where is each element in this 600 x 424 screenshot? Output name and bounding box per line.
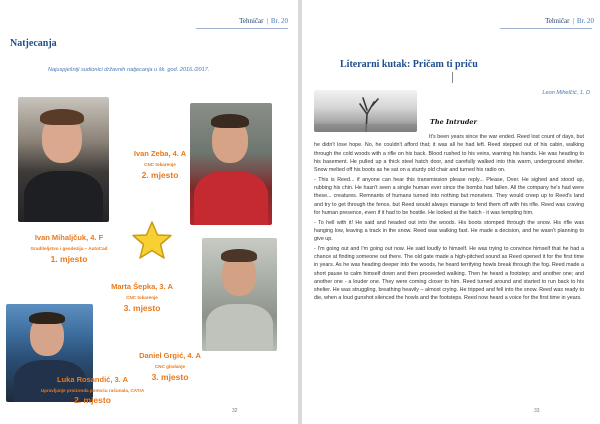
caption-daniel-grgic xyxy=(130,352,210,383)
winner-place: 1. mjesto xyxy=(50,253,88,264)
winner-name: Luka Rosandić, 3. A xyxy=(57,375,128,384)
winner-name: Ivan Mihaljčuk, 4. F xyxy=(34,233,104,242)
page-header: Tehničar | Br. 20 xyxy=(545,17,594,25)
winner-place: 3. mjesto xyxy=(151,371,189,382)
winner-discipline: CNC tokarenje xyxy=(144,161,176,167)
issue-number: Br. 20 xyxy=(576,17,594,25)
winner-name: Daniel Grgić, 4. A xyxy=(139,351,201,360)
winner-discipline: Upravljanje proizvoda pomoću računala, CATIA xyxy=(40,387,145,393)
story-title: The Intruder xyxy=(430,118,477,126)
magazine-name: Tehničar xyxy=(239,17,264,25)
page-number: 33 xyxy=(534,408,540,414)
story-body xyxy=(314,133,584,304)
page-header: Tehničar | Br. 20 xyxy=(239,17,288,25)
winner-discipline: CNC tokarenje xyxy=(126,294,158,300)
winner-name: Marta Šepka, 3. A xyxy=(111,282,173,291)
story-paragraph: It's been years since the war ended. Reed lost count of days, but he didn't lose hope. No, he couldn't afford that; it was all he had left. Reed stepped out of his cabin, walking through the cold woods with a rifle on his back. Blood rushed to his veins, warning his hands. He was heading to his basement. He pulled up a thick steel hatch door, and carefully walked into this warm, underground shelter. Snow melted off his boots as he sat on a sturdy old chair and turned his radio on. xyxy=(314,134,584,173)
subtitle: Najuspješniji sudionici državnih natjecanja u šk. god. 2016./2017. xyxy=(48,67,210,73)
winner-place: 3. mjesto xyxy=(123,302,161,313)
winner-place: 2. mjesto xyxy=(141,169,179,180)
issue-number: Br. 20 xyxy=(270,17,288,25)
left-page xyxy=(0,0,298,424)
winner-discipline: Graditeljstvo i geodezija – AutoCad xyxy=(30,245,108,251)
winner-place: 2. mjesto xyxy=(74,394,111,405)
header-rule xyxy=(500,28,592,29)
section-title: Natjecanja xyxy=(10,38,57,49)
winner-discipline: CNC glodanje xyxy=(154,363,186,369)
caption-ivan-zeba xyxy=(124,150,196,181)
photo-daniel-grgic xyxy=(202,238,277,351)
header-rule xyxy=(196,28,288,29)
page-number: 32 xyxy=(232,408,238,414)
photo-ivan-zeba xyxy=(190,103,272,225)
story-author: Leon Mihelčić, 1. D xyxy=(542,90,590,96)
caption-ivan-mihaljcuk xyxy=(22,234,116,265)
star-icon xyxy=(130,220,174,262)
photo-ivan-mihaljcuk xyxy=(18,97,109,222)
right-page xyxy=(302,0,600,424)
story-paragraph: - I'm going out and I'm going out now. He said loudly to himself. He was trying to convince himself that he had a chance at finding someone out there. The old gate made a high-pitched sound as Reed opened it for the first time in years. As he was heading deeper into the woods, he heard terrifying howls break through the fog. Reed made a short pause to calm himself down and then proceeded walking. Then he heard a footstep; and another one; and another one - a louder one. They were coming closer to him. Reed turned around and started to run back to his shelter. He was struggling, breathing heavily – almost crying. He tripped and fell into the snow. Reed was ready to die, when a loud gunshot silenced the howls and the footsteps. Reed now heard a voice for the first time in years. xyxy=(314,245,584,302)
title-divider xyxy=(452,72,453,83)
magazine-name: Tehničar xyxy=(545,17,570,25)
caption-marta-sepka xyxy=(97,283,187,314)
story-illustration xyxy=(314,90,417,132)
story-paragraph: - This is Reed... if anyone can hear this transmission please reply... Please, Over. He sighed and stood up, rubbing his chin. He hasn't seen a single human ever since the bombs had fallen. All the company he's had were these... creatures. Remnants of humans turned into nothing but monsters. They would creep up to Reed's land and try to get through the fence, but Reed would always manage to fend them off with his rifle. Reed was craving for human presence, even if it had to be hostile. He looked at the hatch - it was tempting him. xyxy=(314,176,584,216)
section-title: Literarni kutak: Pričam ti priču xyxy=(340,59,478,70)
dead-tree-icon xyxy=(314,90,417,132)
winner-name: Ivan Zeba, 4. A xyxy=(133,149,187,158)
story-paragraph: - To hell with it! He said and headed out into the woods. His boots stomped through the snow. His rifle was hanging low, leaving a track in the snow. Reed was walking fast. He made a decision, and he wasn't planning to give up. xyxy=(314,219,584,242)
